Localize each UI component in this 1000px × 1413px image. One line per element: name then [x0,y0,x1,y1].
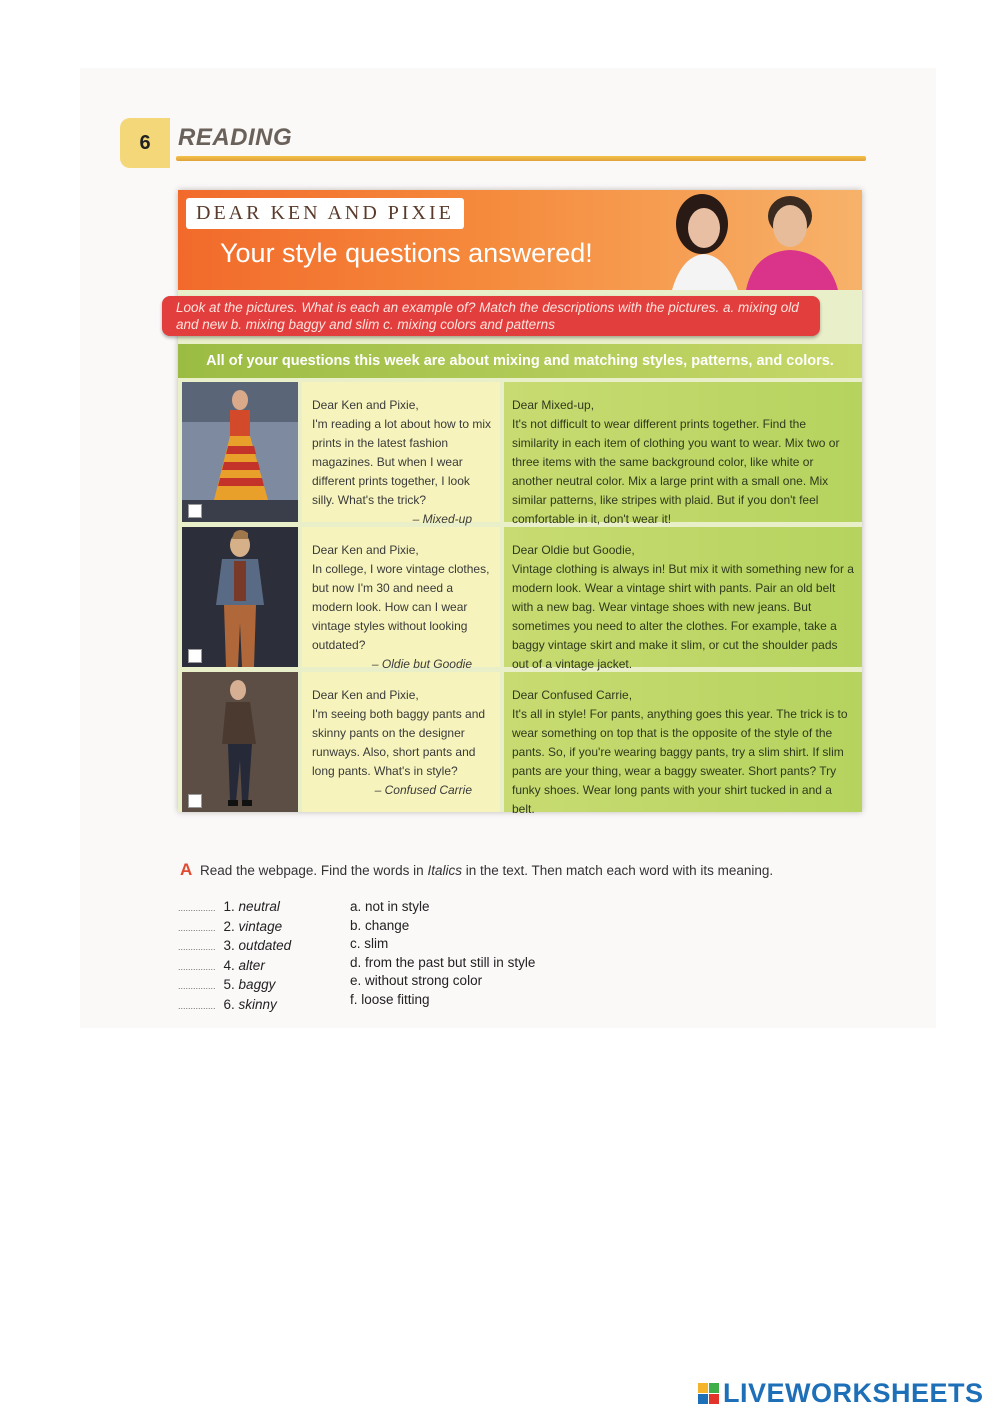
question-signature: – Confused Carrie [374,783,472,797]
word-item [178,937,291,957]
question-greeting: Dear Ken and Pixie, [312,543,419,557]
word-number: 6. [223,996,235,1012]
answer-blank[interactable]: ............... [178,1000,216,1011]
word: vintage [238,918,283,934]
answer-greeting: Dear Confused Carrie, [512,688,633,702]
instruction-ribbon: Look at the pictures. What is each an example of? Match the descriptions with the pictures. a. mixing old and new b. mixing baggy and slim c. mixing colors and patterns [162,296,820,336]
word: outdated [238,938,292,953]
answer-body: It's all in style! For pants, anything goes this year. The trick is to wear something on top that is the opposite of the style of the pants. So, if you're wearing baggy pants, try a slim shirt. If slim pants are your thing, wear a baggy sweater. Short pants? Try funky shoes. Wear long pants with your shirt tucked in and a belt. [512,707,848,816]
exercise-letter: A [180,860,193,879]
banner-subtitle: Your style questions answered! [220,238,593,268]
answer-body: It's not difficult to wear different prints together. Find the similarity in each item of clothing you want to wear. Mix two or three items with the same background color, like white or another neutral color. Mix a large print with a small one. Mix similar patterns, like stripes with plaid. But if you don't feel comfortable in it, don't wear it! [512,417,840,526]
meaning-item: f. loose fitting [350,991,430,1007]
question-letter [302,672,500,812]
instruction-text-post: in the text. Then match each word with its meaning. [461,863,774,878]
fashion-photo-vintage [182,527,298,667]
section-title: READING [178,124,293,151]
fashion-photo-prints [182,382,298,522]
word: baggy [238,977,276,992]
word: neutral [238,899,280,914]
section-number-badge [120,118,170,168]
meaning-item: b. change [350,917,410,933]
word-item [178,957,291,977]
question-body: In college, I wore vintage clothes, but now I'm 30 and need a modern look. How can I wear vintage styles without looking outdated? [312,562,490,652]
intro-bar: All of your questions this week are about mixing and matching styles, patterns, and colors. [178,344,862,378]
answer-letter [504,527,862,671]
word-list [178,898,291,1015]
answer-blank[interactable]: ............... [178,942,216,952]
question-body: I'm seeing both baggy pants and skinny pants on the designer runways. Also, short pants and long pants. What's in style? [312,707,486,778]
question-body: I'm reading a lot about how to mix prints in the latest fashion magazines. But when I wear different prints together, I look silly. What's the trick? [312,417,492,507]
answer-letter [504,672,862,816]
word-item [178,976,291,996]
word-number: 5. [223,977,235,992]
question-greeting: Dear Ken and Pixie, [312,688,419,702]
watermark-text: LIVEWORKSHEETS [723,1378,984,1408]
instruction-text-pre: Read the webpage. Find the words in [200,863,428,878]
meaning-list [350,898,535,1009]
banner-people-photo [642,190,852,290]
answer-body: Vintage clothing is always in! But mix it with something new for a modern look. Wear a vintage shirt with pants. Pair an old belt with a new bag. Wear vintage shoes with new jeans. But sometimes you need to alter the clothes. For example, take a baggy vintage skirt and make it slim, or cut the shoulder pads out of a vintage jacket. [512,562,854,671]
answer-letter [504,382,862,526]
word-number: 4. [223,957,235,973]
answer-blank[interactable]: ............... [178,922,216,933]
meaning-item: a. not in style [350,899,430,914]
meaning-item: d. from the past but still in style [350,954,536,970]
question-signature: – Oldie but Goodie [371,657,472,671]
webpage-banner [178,190,862,290]
question-greeting: Dear Ken and Pixie, [312,398,419,412]
webpage-panel [176,190,862,816]
meaning-item: c. slim [350,936,389,951]
question-letter [302,527,500,671]
word-item [178,898,291,918]
letter-row [178,672,862,814]
answer-blank[interactable]: ............... [178,981,216,991]
letter-row [178,527,862,669]
word-number: 2. [223,918,235,934]
answer-checkbox[interactable] [188,504,202,518]
word-number: 3. [223,938,235,953]
section-number: 6 [139,131,151,154]
answer-checkbox[interactable] [188,649,202,663]
fashion-photo-pants [182,672,298,812]
letter-row [178,382,862,524]
answer-blank[interactable]: ............... [178,903,216,913]
answer-greeting: Dear Oldie but Goodie, [512,543,635,557]
instruction-text-italic: Italics [427,863,462,878]
section-divider [176,156,866,161]
word-item [178,996,291,1016]
answer-greeting: Dear Mixed-up, [512,398,595,412]
exercise-instruction [180,860,773,880]
question-letter [302,382,500,526]
liveworksheets-logo-icon [698,1383,719,1404]
word: skinny [238,996,277,1012]
liveworksheets-watermark [698,1378,984,1409]
answer-blank[interactable]: ............... [178,961,216,972]
banner-tag: DEAR KEN AND PIXIE [186,198,464,229]
word-item [178,918,291,938]
word-number: 1. [223,899,235,914]
question-signature: – Mixed-up [412,512,472,526]
answer-checkbox[interactable] [188,794,202,808]
meaning-item: e. without strong color [350,973,483,988]
word: alter [238,957,265,973]
